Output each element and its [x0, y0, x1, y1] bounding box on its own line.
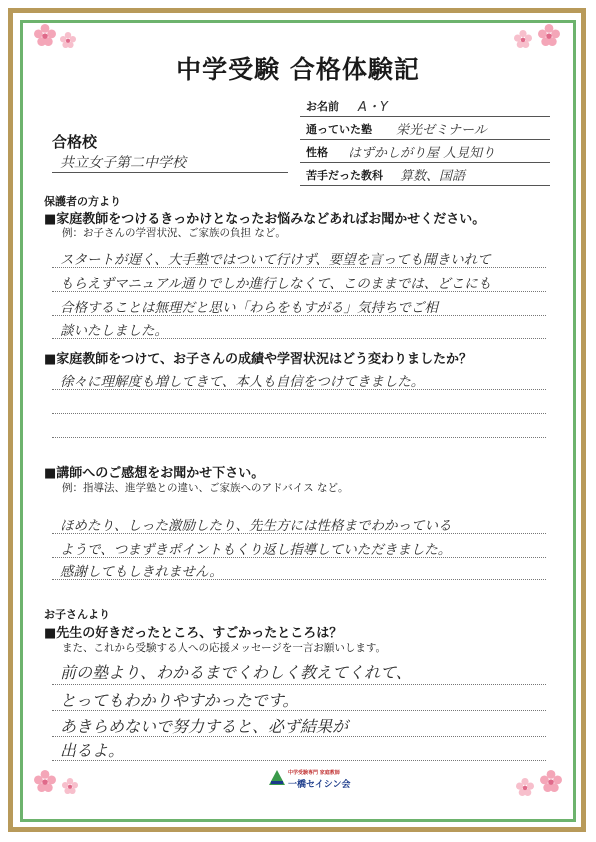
answer-1-line: 合格することは無理だと思い「わらをもすがる」気持ちでご相: [60, 300, 438, 316]
child-question: ■先生の好きだったところ、すごかったところは？: [44, 626, 343, 641]
page-title: 中学受験 合格体験記: [176, 55, 420, 84]
personality-row: [300, 142, 550, 163]
answer-rule: [52, 413, 546, 414]
answer-rule: [52, 389, 546, 390]
answer-rule: [52, 291, 546, 292]
child-question-sub: また、これから受験する人への応援メッセージを一言お願いします。: [62, 642, 387, 654]
question-3: ■講師へのご感想をお聞かせ下さい。: [44, 466, 265, 481]
answer-3-line: ようで、つまずきポイントもくり返し指導していただきました。: [60, 542, 452, 558]
answer-rule: [52, 315, 546, 316]
flower-icon: [514, 30, 532, 48]
answer-1-line: もらえずマニュアル通りでしか進行しなくて、このままでは、どこにも: [60, 276, 492, 292]
answer-2-line: 徐々に理解度も増してきて、本人も自信をつけてきました。: [60, 374, 425, 390]
answer-rule: [52, 557, 546, 558]
child-heading: お子さんより: [44, 608, 110, 621]
flower-icon: [60, 32, 76, 48]
school-value: 共立女子第二中学校: [60, 155, 186, 171]
name-row: [300, 96, 550, 117]
school-label: 合格校: [52, 133, 98, 151]
answer-rule: [52, 579, 546, 580]
name-label: お名前: [306, 100, 339, 113]
weak-subject-value: 算数、国語: [400, 169, 466, 184]
answer-1-line: スタートが遅く、大手塾ではついて行けず、要望を言っても聞きいれて: [60, 252, 491, 268]
logo-tagline: 中学受験専門 家庭教師: [288, 770, 340, 776]
question-2: ■家庭教師をつけて、お子さんの成績や学習状況はどう変わりましたか？: [44, 352, 473, 367]
answer-rule: [52, 760, 546, 761]
juku-row: [300, 119, 550, 140]
answer-3-line: 感謝してもしきれません。: [60, 564, 223, 580]
child-answer-line: 出るよ。: [60, 741, 125, 760]
logo-mark-icon: [268, 769, 286, 787]
answer-rule: [52, 736, 546, 737]
flower-icon: [538, 24, 560, 46]
name-value: A・Y: [358, 100, 388, 115]
answer-3-line: ほめたり、しった激励したり、先生方には性格までわかっている: [60, 518, 452, 534]
company-logo: [268, 769, 351, 790]
personality-value: はずかしがり屋 人見知り: [348, 146, 496, 161]
question-3-example: 例：指導法、進学塾との違い、ご家族へのアドバイス など。: [62, 482, 349, 494]
question-1-example: 例：お子さんの学習状況、ご家族の負担 など。: [62, 227, 286, 239]
child-answer-line: 前の塾より、わかるまでくわしく教えてくれて、: [60, 663, 412, 682]
flower-icon: [516, 778, 534, 796]
juku-label: 通っていた塾: [306, 123, 372, 136]
logo-name: 一橋セイシン会: [288, 780, 351, 790]
school-underline: [52, 172, 288, 173]
juku-value: 栄光ゼミナール: [396, 123, 487, 138]
guardian-heading: 保護者の方より: [44, 195, 121, 208]
answer-rule: [52, 710, 546, 711]
question-1: ■家庭教師をつけるきっかけとなったお悩みなどあればお聞かせください。: [44, 212, 486, 227]
child-answer-line: とってもわかりやすかったです。: [60, 691, 299, 710]
weak-subject-label: 苦手だった教科: [306, 169, 383, 182]
answer-rule: [52, 533, 546, 534]
flower-icon: [34, 24, 56, 46]
flower-icon: [34, 770, 56, 792]
flower-icon: [540, 770, 562, 792]
answer-1-line: 談いたしました。: [60, 323, 168, 339]
answer-rule: [52, 437, 546, 438]
child-answer-line: あきらめないで努力すると、必ず結果が: [60, 717, 349, 736]
answer-rule: [52, 684, 546, 685]
personality-label: 性格: [306, 146, 328, 159]
weak-subject-row: [300, 165, 550, 186]
flower-icon: [62, 778, 78, 794]
answer-rule: [52, 338, 546, 339]
answer-rule: [52, 267, 546, 268]
